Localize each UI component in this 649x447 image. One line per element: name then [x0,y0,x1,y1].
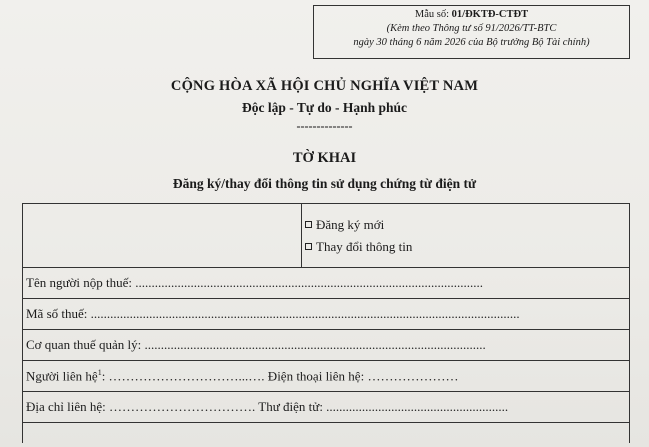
checkbox-icon[interactable] [305,243,312,250]
form-code-box [313,5,630,59]
option-change-info-label: Thay đổi thông tin [316,238,413,254]
field-tax-code[interactable]: Mã số thuế: .................................................................................................................................... [23,299,630,330]
footnote-marker: 1 [97,367,102,377]
document-title: TỜ KHAI [292,150,357,166]
checkbox-icon[interactable] [305,221,312,228]
next-row-cut-off [23,423,630,444]
field-taxpayer-name[interactable]: Tên người nộp thuế: ........................................................................................................... [23,268,630,299]
nation-heading: CỘNG HÒA XÃ HỘI CHỦ NGHĨA VIỆT NAM [170,78,479,94]
contact-phone-line: : …………………………...…. Điện thoại liên hệ: ………………… [101,368,459,384]
declaration-table [22,203,630,443]
options-cell [302,204,630,268]
form-code-line [314,8,629,22]
form-code-prefix: Mẫu số: [414,9,452,20]
option-register-new-label: Đăng ký mới [316,216,385,232]
motto: Độc lập - Tự do - Hạnh phúc [241,100,408,115]
circular-date: ngày 30 tháng 6 năm 2026 của Bộ trưởng Bộ Tài chính) [353,37,590,48]
circular-reference: (Kèm theo Thông tư số 91/2026/TT-BTC [386,23,557,34]
options-blank-cell [23,204,302,268]
contact-person-label: Người liên hệ [26,368,98,384]
document-subtitle: Đăng ký/thay đổi thông tin sử dụng chứng từ điện tử [172,176,477,191]
field-contact-person[interactable] [23,361,630,392]
option-change-info[interactable] [305,236,626,258]
form-code: 01/ĐKTĐ-CTĐT [451,9,529,20]
heading-divider: -------------- [296,119,353,133]
option-register-new[interactable] [305,214,626,236]
field-contact-address[interactable]: Địa chỉ liên hệ: ……………………………. Thư điện tử: ........................................................ [23,392,630,423]
field-tax-authority[interactable]: Cơ quan thuế quản lý: ......................................................................................................... [23,330,630,361]
